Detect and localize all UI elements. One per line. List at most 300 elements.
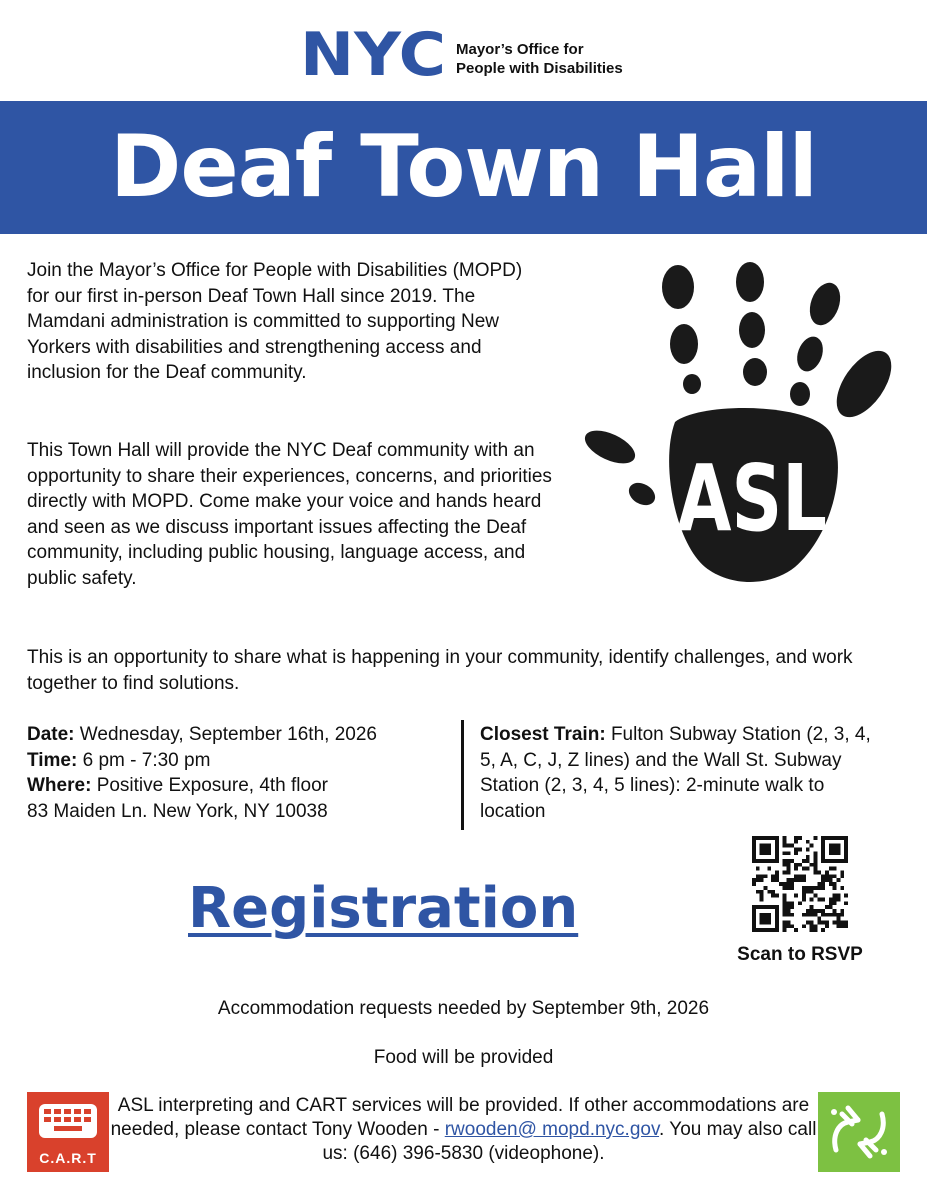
qr-module bbox=[813, 859, 817, 863]
qr-module bbox=[775, 859, 779, 863]
qr-module bbox=[775, 913, 779, 917]
office-name-line1: Mayor’s Office for bbox=[456, 41, 584, 58]
qr-module bbox=[806, 890, 810, 894]
qr-module bbox=[840, 836, 844, 840]
qr-module bbox=[794, 840, 798, 844]
time-value: 6 pm - 7:30 pm bbox=[82, 749, 211, 771]
qr-module bbox=[787, 920, 791, 924]
qr-module bbox=[840, 920, 844, 924]
qr-module bbox=[821, 859, 825, 863]
time-label: Time: bbox=[27, 749, 78, 771]
qr-module bbox=[813, 867, 817, 871]
qr-module bbox=[756, 859, 760, 863]
qr-module bbox=[821, 851, 825, 855]
qr-module bbox=[760, 874, 764, 878]
qr-module bbox=[767, 848, 771, 852]
qr-module bbox=[806, 920, 810, 924]
qr-module bbox=[787, 851, 791, 855]
qr-module bbox=[833, 836, 837, 840]
qr-module bbox=[790, 886, 794, 890]
qr-module bbox=[829, 913, 833, 917]
qr-module bbox=[810, 909, 814, 913]
qr-module bbox=[810, 844, 814, 848]
qr-module bbox=[821, 886, 825, 890]
qr-module bbox=[794, 928, 798, 932]
qr-module bbox=[798, 863, 802, 867]
qr-module bbox=[817, 897, 821, 901]
qr-module bbox=[844, 855, 848, 859]
qr-module bbox=[810, 920, 814, 924]
qr-module bbox=[836, 836, 840, 840]
qr-module bbox=[783, 928, 787, 932]
details-divider bbox=[461, 720, 464, 830]
qr-module bbox=[836, 844, 840, 848]
time-row bbox=[27, 748, 457, 774]
qr-module bbox=[767, 917, 771, 921]
qr-module bbox=[802, 886, 806, 890]
qr-module bbox=[756, 878, 760, 882]
qr-module bbox=[760, 859, 764, 863]
qr-module bbox=[821, 844, 825, 848]
qr-module bbox=[806, 859, 810, 863]
date-value: Wednesday, September 16th, 2026 bbox=[79, 724, 377, 745]
qr-module bbox=[833, 848, 837, 852]
qr-module bbox=[802, 878, 806, 882]
qr-module bbox=[844, 894, 848, 898]
qr-module bbox=[802, 897, 806, 901]
qr-module bbox=[810, 928, 814, 932]
qr-module bbox=[829, 874, 833, 878]
qr-module bbox=[844, 859, 848, 863]
qr-module bbox=[752, 882, 756, 886]
qr-module bbox=[813, 863, 817, 867]
qr-module bbox=[825, 924, 829, 928]
qr-module bbox=[825, 905, 829, 909]
qr-module bbox=[806, 886, 810, 890]
qr-module bbox=[752, 928, 756, 932]
qr-caption: Scan to RSVP bbox=[737, 944, 863, 965]
qr-module bbox=[764, 848, 768, 852]
qr-module bbox=[775, 920, 779, 924]
train-value: Fulton Subway Station (2, 3, 4, 5, A, C, J, Z lines) and the Wall St. Subway Station (2, 3, 4, 5 lines): 2-minute walk to location bbox=[480, 724, 871, 822]
qr-module bbox=[821, 928, 825, 932]
qr-module bbox=[840, 886, 844, 890]
qr-module bbox=[817, 886, 821, 890]
qr-module bbox=[810, 897, 814, 901]
qr-module bbox=[813, 855, 817, 859]
qr-module bbox=[764, 920, 768, 924]
purpose-paragraph: This Town Hall will provide the NYC Deaf community with an opportunity to share their experiences, concerns, and priorities directly with MOPD. Come make your voice and hands heard and seen as we discuss important issues affecting the Deaf community, including public housing, language access, and public safety. bbox=[27, 440, 552, 589]
qr-module bbox=[794, 867, 798, 871]
qr-module bbox=[771, 874, 775, 878]
qr-module bbox=[764, 844, 768, 848]
qr-module bbox=[798, 848, 802, 852]
qr-module bbox=[825, 874, 829, 878]
qr-module bbox=[767, 928, 771, 932]
qr-module bbox=[756, 867, 760, 871]
qr-module bbox=[767, 844, 771, 848]
qr-module bbox=[783, 851, 787, 855]
qr-module bbox=[806, 848, 810, 852]
qr-module bbox=[840, 909, 844, 913]
qr-module bbox=[840, 859, 844, 863]
qr-module bbox=[821, 909, 825, 913]
qr-module bbox=[787, 886, 791, 890]
qr-module bbox=[825, 920, 829, 924]
qr-module bbox=[775, 844, 779, 848]
qr-module bbox=[775, 855, 779, 859]
qr-module bbox=[752, 836, 756, 840]
qr-module bbox=[790, 882, 794, 886]
qr-module bbox=[833, 874, 837, 878]
qr-module bbox=[771, 878, 775, 882]
qr-module bbox=[833, 920, 837, 924]
qr-module bbox=[836, 848, 840, 852]
qr-module bbox=[787, 913, 791, 917]
qr-module bbox=[813, 851, 817, 855]
address: 83 Maiden Ln. New York, NY 10038 bbox=[27, 800, 328, 822]
asl-hand-text: ASL bbox=[677, 445, 827, 552]
qr-module bbox=[752, 909, 756, 913]
qr-module bbox=[810, 863, 814, 867]
qr-module bbox=[752, 924, 756, 928]
qr-module bbox=[825, 913, 829, 917]
qr-module bbox=[775, 928, 779, 932]
qr-module bbox=[787, 882, 791, 886]
qr-module bbox=[833, 886, 837, 890]
qr-module bbox=[783, 863, 787, 867]
qr-module bbox=[783, 913, 787, 917]
qr-module bbox=[764, 917, 768, 921]
qr-module bbox=[833, 913, 837, 917]
qr-module bbox=[771, 859, 775, 863]
qr-module bbox=[764, 913, 768, 917]
opportunity-paragraph: This is an opportunity to share what is happening in your community, identify challenges, and work together to find solutions. bbox=[27, 647, 853, 694]
qr-module bbox=[783, 905, 787, 909]
qr-module bbox=[813, 836, 817, 840]
qr-module bbox=[829, 905, 833, 909]
qr-module bbox=[825, 859, 829, 863]
qr-module bbox=[798, 901, 802, 905]
qr-module bbox=[821, 836, 825, 840]
qr-module bbox=[760, 905, 764, 909]
qr-module bbox=[767, 851, 771, 855]
qr-module bbox=[760, 878, 764, 882]
qr-module bbox=[844, 840, 848, 844]
qr-module bbox=[836, 859, 840, 863]
qr-module bbox=[775, 871, 779, 875]
qr-module bbox=[756, 928, 760, 932]
keyboard-icon bbox=[27, 1092, 109, 1150]
qr-module bbox=[775, 924, 779, 928]
qr-module bbox=[783, 859, 787, 863]
qr-module bbox=[813, 886, 817, 890]
qr-module bbox=[760, 836, 764, 840]
qr-module bbox=[783, 901, 787, 905]
qr-module bbox=[794, 894, 798, 898]
qr-module bbox=[817, 917, 821, 921]
qr-module bbox=[764, 874, 768, 878]
qr-module bbox=[829, 867, 833, 871]
qr-module bbox=[752, 878, 756, 882]
cart-badge bbox=[27, 1092, 109, 1172]
qr-module bbox=[810, 913, 814, 917]
qr-module bbox=[829, 897, 833, 901]
qr-module bbox=[836, 894, 840, 898]
qr-module bbox=[810, 886, 814, 890]
qr-module bbox=[844, 920, 848, 924]
qr-module bbox=[836, 878, 840, 882]
qr-module bbox=[833, 894, 837, 898]
qr-module bbox=[760, 928, 764, 932]
qr-module bbox=[760, 920, 764, 924]
qr-module bbox=[844, 924, 848, 928]
asl-hands-icon bbox=[818, 1092, 900, 1172]
qr-module bbox=[752, 851, 756, 855]
qr-module bbox=[840, 924, 844, 928]
qr-module bbox=[787, 871, 791, 875]
qr-module bbox=[829, 851, 833, 855]
qr-module bbox=[790, 878, 794, 882]
qr-module bbox=[752, 920, 756, 924]
qr-module bbox=[787, 859, 791, 863]
qr-module bbox=[787, 901, 791, 905]
qr-module bbox=[775, 848, 779, 852]
qr-module bbox=[787, 924, 791, 928]
qr-module bbox=[833, 897, 837, 901]
qr-module bbox=[810, 905, 814, 909]
qr-module bbox=[764, 886, 768, 890]
qr-module bbox=[764, 928, 768, 932]
qr-module bbox=[767, 920, 771, 924]
qr-module bbox=[790, 859, 794, 863]
asl-interpreting-badge bbox=[818, 1092, 900, 1172]
qr-module bbox=[806, 840, 810, 844]
qr-module bbox=[844, 848, 848, 852]
qr-module bbox=[821, 920, 825, 924]
qr-module bbox=[802, 894, 806, 898]
qr-module bbox=[783, 871, 787, 875]
qr-module bbox=[752, 844, 756, 848]
qr-module bbox=[760, 844, 764, 848]
qr-module bbox=[764, 905, 768, 909]
train-info bbox=[480, 722, 890, 824]
qr-module bbox=[790, 913, 794, 917]
qr-module bbox=[760, 894, 764, 898]
qr-module bbox=[756, 836, 760, 840]
qr-module bbox=[840, 871, 844, 875]
qr-module bbox=[833, 901, 837, 905]
qr-module bbox=[794, 848, 798, 852]
qr-module bbox=[829, 844, 833, 848]
qr-module bbox=[794, 878, 798, 882]
qr-module bbox=[806, 913, 810, 917]
qr-module bbox=[829, 848, 833, 852]
qr-module bbox=[752, 917, 756, 921]
qr-module bbox=[783, 909, 787, 913]
qr-module bbox=[787, 878, 791, 882]
nyc-logo bbox=[300, 28, 446, 80]
qr-module bbox=[821, 882, 825, 886]
qr-module bbox=[794, 863, 798, 867]
qr-module bbox=[844, 851, 848, 855]
registration-link[interactable]: Registration bbox=[188, 876, 579, 941]
qr-module bbox=[806, 867, 810, 871]
qr-module bbox=[813, 909, 817, 913]
qr-module bbox=[810, 890, 814, 894]
qr-module bbox=[787, 863, 791, 867]
qr-module bbox=[775, 851, 779, 855]
qr-module bbox=[802, 859, 806, 863]
qr-module bbox=[833, 867, 837, 871]
asl-hand-icon bbox=[580, 262, 900, 592]
qr-module bbox=[829, 882, 833, 886]
qr-module bbox=[802, 913, 806, 917]
train-label: Closest Train: bbox=[480, 724, 606, 745]
qr-module bbox=[821, 840, 825, 844]
qr-module bbox=[767, 905, 771, 909]
qr-module bbox=[771, 928, 775, 932]
qr-module bbox=[771, 836, 775, 840]
qr-module bbox=[817, 882, 821, 886]
qr-module bbox=[783, 920, 787, 924]
qr-module bbox=[783, 844, 787, 848]
qr-module bbox=[844, 844, 848, 848]
qr-module bbox=[810, 924, 814, 928]
qr-module bbox=[787, 844, 791, 848]
qr-code[interactable] bbox=[752, 836, 848, 932]
page-title: Deaf Town Hall bbox=[109, 117, 817, 217]
qr-module bbox=[817, 909, 821, 913]
qr-module bbox=[783, 836, 787, 840]
qr-module bbox=[794, 851, 798, 855]
qr-module bbox=[787, 905, 791, 909]
office-name bbox=[456, 40, 623, 78]
date-label: Date: bbox=[27, 724, 75, 745]
qr-module bbox=[829, 859, 833, 863]
qr-module bbox=[775, 878, 779, 882]
qr-module bbox=[833, 844, 837, 848]
qr-module bbox=[787, 867, 791, 871]
qr-module bbox=[825, 878, 829, 882]
qr-module bbox=[775, 905, 779, 909]
qr-module bbox=[817, 871, 821, 875]
qr-module bbox=[783, 840, 787, 844]
email-link[interactable]: rwooden@ mopd.nyc.gov bbox=[444, 1119, 660, 1140]
where-value: Positive Exposure, 4th floor bbox=[96, 775, 328, 796]
qr-module bbox=[767, 913, 771, 917]
qr-module bbox=[767, 836, 771, 840]
intro-paragraph: Join the Mayor’s Office for People with Disabilities (MOPD) for our first in-person Deaf Town Hall since 2019. The Mamdani administration is committed to supporting New Yorkers with disabilities and strengthening access and inclusion for the Deaf community. bbox=[27, 260, 523, 383]
cart-label: C.A.R.T bbox=[39, 1150, 97, 1166]
qr-module bbox=[798, 878, 802, 882]
accommodation-deadline: Accommodation requests needed by September 9th, 2026 bbox=[217, 998, 710, 1019]
qr-module bbox=[833, 909, 837, 913]
qr-module bbox=[790, 844, 794, 848]
qr-module bbox=[802, 874, 806, 878]
qr-module bbox=[756, 890, 760, 894]
qr-module bbox=[752, 855, 756, 859]
qr-module bbox=[840, 913, 844, 917]
date-row bbox=[27, 722, 457, 748]
qr-module bbox=[836, 917, 840, 921]
qr-module bbox=[760, 848, 764, 852]
qr-module bbox=[813, 924, 817, 928]
qr-module bbox=[775, 894, 779, 898]
qr-module bbox=[813, 928, 817, 932]
qr-module bbox=[833, 859, 837, 863]
qr-module bbox=[771, 894, 775, 898]
qr-module bbox=[833, 882, 837, 886]
qr-module bbox=[821, 913, 825, 917]
qr-module bbox=[829, 836, 833, 840]
qr-module bbox=[806, 909, 810, 913]
qr-module bbox=[798, 836, 802, 840]
qr-module bbox=[821, 848, 825, 852]
qr-module bbox=[844, 836, 848, 840]
qr-module bbox=[802, 867, 806, 871]
services-text-end: . You may also call us: (646) 396-5830 (videophone). bbox=[322, 1119, 817, 1164]
qr-module bbox=[802, 924, 806, 928]
event-details bbox=[27, 722, 457, 824]
qr-module bbox=[752, 848, 756, 852]
title-banner bbox=[0, 101, 927, 234]
qr-module bbox=[825, 836, 829, 840]
qr-module bbox=[829, 901, 833, 905]
qr-module bbox=[764, 859, 768, 863]
qr-module bbox=[802, 890, 806, 894]
qr-module bbox=[783, 882, 787, 886]
qr-module bbox=[775, 840, 779, 844]
qr-module bbox=[760, 851, 764, 855]
qr-module bbox=[756, 874, 760, 878]
qr-module bbox=[798, 874, 802, 878]
qr-module bbox=[813, 894, 817, 898]
where-row bbox=[27, 773, 457, 799]
qr-module bbox=[813, 913, 817, 917]
qr-module bbox=[779, 882, 783, 886]
qr-module bbox=[790, 905, 794, 909]
qr-module bbox=[790, 901, 794, 905]
qr-module bbox=[752, 859, 756, 863]
qr-module bbox=[821, 897, 825, 901]
qr-module bbox=[775, 874, 779, 878]
qr-module bbox=[836, 920, 840, 924]
qr-module bbox=[771, 890, 775, 894]
services-text: ASL interpreting and CART services will be provided. If other accommodations are needed, please contact Tony Wooden - bbox=[110, 1095, 810, 1140]
qr-module bbox=[790, 924, 794, 928]
qr-module bbox=[821, 878, 825, 882]
qr-module bbox=[764, 836, 768, 840]
qr-module bbox=[794, 836, 798, 840]
qr-module bbox=[752, 840, 756, 844]
qr-module bbox=[833, 851, 837, 855]
qr-module bbox=[760, 913, 764, 917]
qr-module bbox=[783, 924, 787, 928]
qr-module bbox=[806, 855, 810, 859]
qr-module bbox=[775, 909, 779, 913]
qr-module bbox=[836, 851, 840, 855]
qr-module bbox=[844, 901, 848, 905]
qr-module bbox=[760, 890, 764, 894]
qr-module bbox=[767, 859, 771, 863]
qr-module bbox=[760, 897, 764, 901]
office-name-line2: People with Disabilities bbox=[456, 60, 623, 77]
qr-module bbox=[840, 874, 844, 878]
qr-module bbox=[821, 855, 825, 859]
qr-module bbox=[767, 867, 771, 871]
qr-module bbox=[821, 874, 825, 878]
